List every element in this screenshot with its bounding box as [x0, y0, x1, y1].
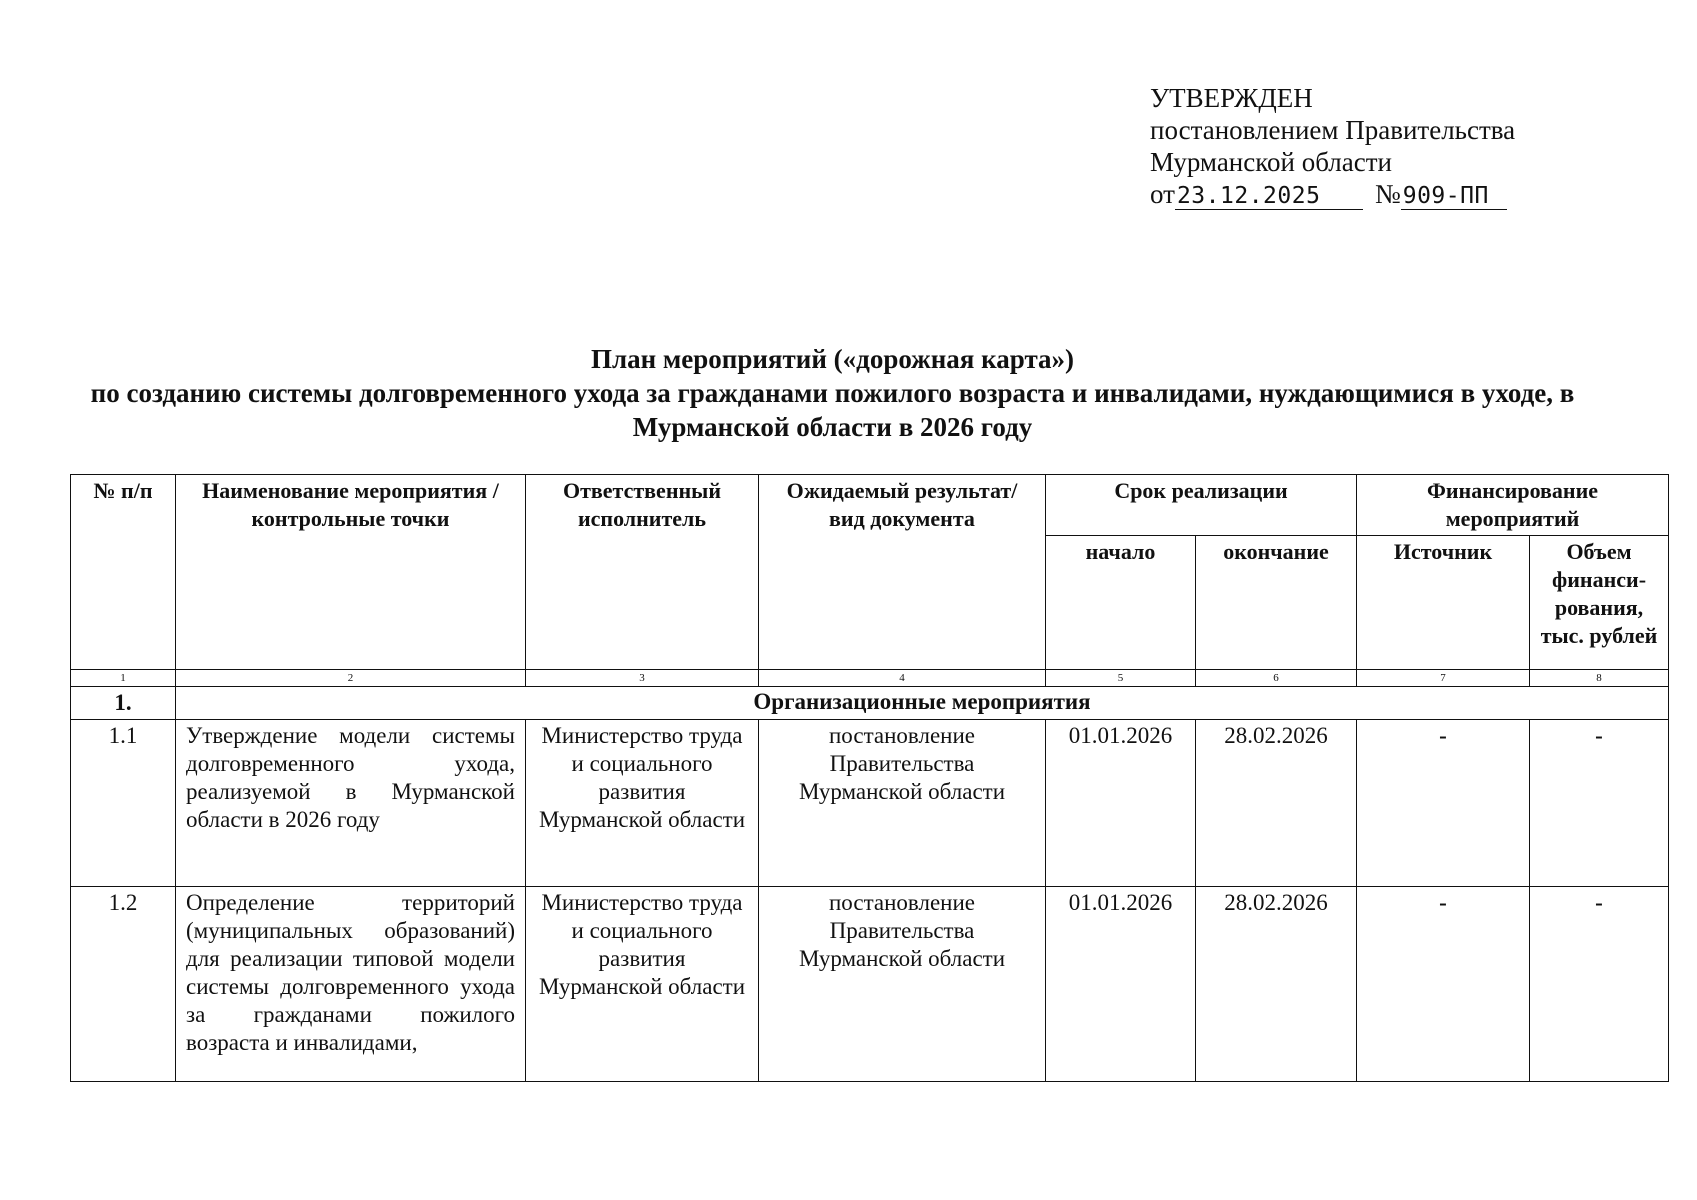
column-number: 1	[71, 670, 176, 687]
column-number-row	[71, 670, 1669, 687]
section-number: 1.	[71, 687, 176, 720]
header-result: Ожидаемый результат/вид документа	[759, 475, 1046, 670]
approval-date-number	[1150, 178, 1515, 210]
row-volume: -	[1530, 887, 1669, 1082]
row-start: 01.01.2026	[1046, 720, 1196, 887]
row-number: 1.2	[71, 887, 176, 1082]
header-row-1	[71, 475, 1669, 536]
row-start: 01.01.2026	[1046, 887, 1196, 1082]
row-executor: Министерство труда и социального развития Мурманской области	[526, 887, 759, 1082]
column-number: 2	[176, 670, 526, 687]
column-number: 7	[1357, 670, 1530, 687]
date-prefix: от	[1150, 179, 1175, 209]
section-title: Организационные мероприятия	[176, 687, 1669, 720]
approval-decree: постановлением Правительства	[1150, 115, 1516, 145]
header-num: № п/п	[71, 475, 176, 670]
column-number: 8	[1530, 670, 1669, 687]
header-financing: Финансирование мероприятий	[1357, 475, 1669, 536]
row-name: Утверждение модели системы долговременного ухода, реализуемой в Мурманской области в 2026 году	[176, 720, 526, 887]
row-source: -	[1357, 887, 1530, 1082]
column-number: 5	[1046, 670, 1196, 687]
header-start: начало	[1046, 536, 1196, 670]
row-volume: -	[1530, 720, 1669, 887]
column-number: 6	[1196, 670, 1357, 687]
column-number: 4	[759, 670, 1046, 687]
header-executor: Ответственный исполнитель	[526, 475, 759, 670]
header-end: окончание	[1196, 536, 1357, 670]
title-line-1: План мероприятий («дорожная карта»)	[590, 344, 1075, 374]
row-name: Определение территорий (муниципальных образований) для реализации типовой модели системы долговременного ухода за гражданами пожилого возраста и инвалидами,	[176, 887, 526, 1082]
approval-number: 909-ПП	[1401, 183, 1507, 210]
header-name: Наименование мероприятия / контрольные точки	[176, 475, 526, 670]
header-period: Срок реализации	[1046, 475, 1357, 536]
row-number: 1.1	[71, 720, 176, 887]
header-volume: Объем финанси-рования, тыс. рублей	[1530, 536, 1669, 670]
row-end: 28.02.2026	[1196, 887, 1357, 1082]
row-result: постановление Правительства Мурманской области	[759, 720, 1046, 887]
row-result: постановление Правительства Мурманской области	[759, 887, 1046, 1082]
row-executor: Министерство труда и социального развития Мурманской области	[526, 720, 759, 887]
number-prefix: №	[1374, 179, 1401, 209]
table-row	[71, 720, 1669, 887]
roadmap-table	[70, 474, 1669, 1082]
row-source: -	[1357, 720, 1530, 887]
title-line-2: по созданию системы долговременного ухода за гражданами пожилого возраста и инвалидами, нуждающимися в уходе, в Мурманской области в 2026 году	[90, 378, 1575, 442]
column-number: 3	[526, 670, 759, 687]
approval-region: Мурманской области	[1150, 147, 1392, 177]
document-title	[70, 342, 1595, 444]
header-source: Источник	[1357, 536, 1530, 670]
table-row	[71, 887, 1669, 1082]
row-end: 28.02.2026	[1196, 720, 1357, 887]
approval-stamp	[1150, 82, 1515, 210]
section-row	[71, 687, 1669, 720]
approval-title: УТВЕРЖДЕН	[1150, 83, 1313, 113]
approval-date: 23.12.2025	[1175, 183, 1363, 210]
